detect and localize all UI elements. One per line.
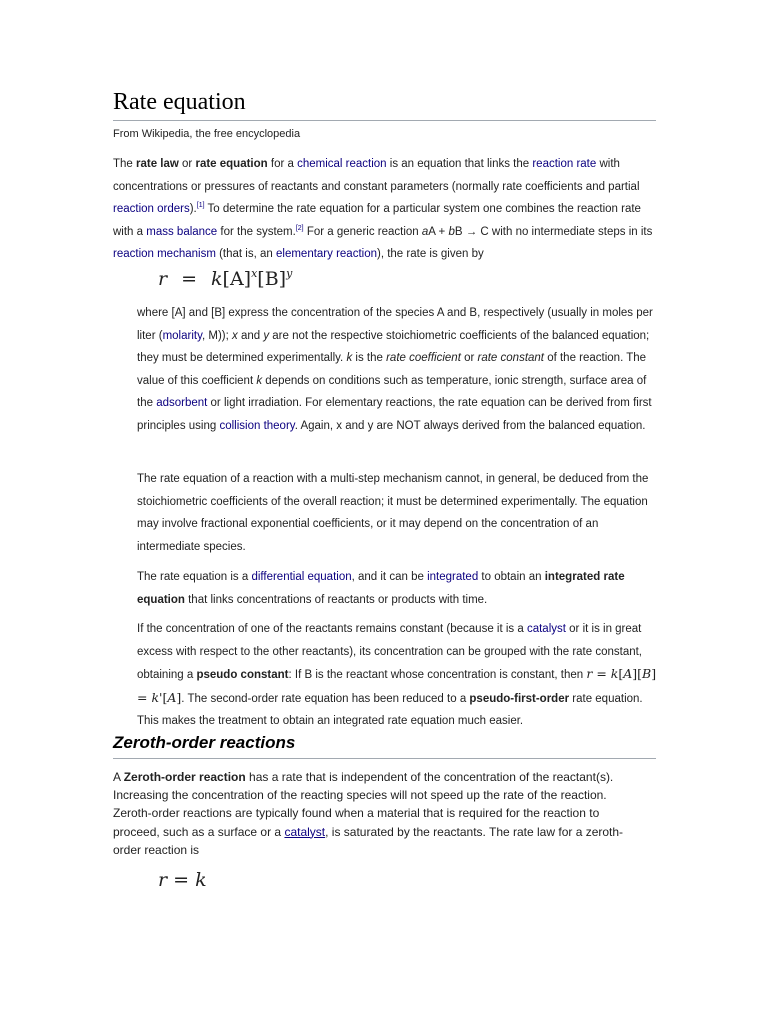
text: If the concentration of one of the reactants remains constant (because it is a — [137, 623, 527, 635]
text: . Again, x and y are NOT always derived from the balanced equation. — [294, 419, 646, 432]
text: of the reaction. The value of this coefficient — [137, 352, 647, 387]
link-reaction-mechanism[interactable]: reaction mechanism — [113, 248, 216, 261]
var-k: k — [346, 352, 353, 365]
text: for a — [267, 158, 298, 170]
math-bracket: [ — [618, 666, 624, 682]
text: B → C with no intermediate steps in its — [454, 225, 653, 238]
paragraph-pseudo-constant — [137, 618, 657, 733]
equals-sign: = — [167, 869, 196, 891]
text: . The second-order rate equation has been reduced to a — [181, 692, 470, 705]
conc-b: [B] — [257, 268, 287, 290]
math-eq: = — [592, 666, 611, 682]
equals-sign: = — [181, 268, 198, 290]
page-title: Rate equation — [113, 89, 656, 121]
conc-a: [A] — [222, 268, 252, 290]
math-k: k — [610, 666, 619, 682]
math-r: r — [586, 666, 593, 682]
text: The rate equation is a — [137, 571, 252, 583]
exponent-x-text: x — [251, 267, 258, 280]
coef-b: b — [448, 225, 455, 238]
paragraph-where — [137, 302, 657, 438]
text: For a generic reaction — [303, 225, 422, 238]
section-heading-zeroth-order: Zeroth-order reactions — [113, 733, 656, 759]
link-mass-balance[interactable]: mass balance — [146, 225, 218, 238]
bold-term-zeroth-order-reaction: Zeroth-order reaction — [123, 770, 246, 784]
text: or — [178, 158, 196, 170]
link-adsorbent[interactable]: adsorbent — [156, 397, 208, 410]
text: with concentrations or pressures of reactants and constant parameters (normally rate coefficients and partial — [113, 158, 640, 193]
text: rate equation. This makes the treatment to obtain an integrated rate equation much easier. — [137, 692, 643, 728]
math-prime: '[ — [159, 689, 168, 705]
term-rate-constant: rate constant — [477, 352, 544, 365]
text: has a rate that is independent of the concentration of the reactant(s). Increasing the concentration of the reacting species will not speed up the rate of the reaction. Zeroth-order reactions are typically found when a material that is required for the reaction to proceed, such as a surface or a — [113, 770, 614, 839]
symbol-k: k — [211, 268, 223, 290]
text: and — [237, 329, 264, 342]
text: are not the respective stoichiometric coefficients of the balanced equation; they must be determined experimentally. — [137, 329, 650, 365]
var-k: k — [256, 374, 263, 387]
bold-term-rate-law: rate law — [136, 158, 179, 170]
bold-term-integrated-rate-equation: integrated rate equation — [137, 571, 625, 606]
text: , and it can be — [351, 571, 428, 583]
link-reaction-rate[interactable]: reaction rate — [532, 158, 597, 170]
rate-equation-formula — [158, 268, 292, 290]
text: for the system. — [217, 225, 296, 238]
text: , is saturated by the reactants. The rate law for a zeroth-order reaction is — [113, 824, 624, 857]
bold-term-pseudo-first-order: pseudo-first-order — [469, 692, 570, 705]
citation-1[interactable]: [1] — [196, 202, 205, 210]
bold-term-pseudo-constant: pseudo constant — [196, 669, 289, 682]
text: is the — [352, 352, 387, 365]
coef-a: a — [421, 225, 429, 238]
symbol-r: r — [158, 869, 168, 891]
text: : If B is the reactant whose concentration is constant, then — [288, 669, 587, 682]
text: A + — [428, 225, 449, 238]
var-y: y — [263, 329, 270, 342]
text: , M)); — [201, 329, 232, 342]
citation-2[interactable]: [2] — [295, 224, 304, 232]
bold-term-rate-equation: rate equation — [195, 158, 268, 170]
math-a: A — [623, 666, 633, 682]
tagline: From Wikipedia, the free encyclopedia — [113, 128, 301, 140]
link-reaction-orders[interactable]: reaction orders — [113, 203, 190, 216]
link-integrated[interactable]: integrated — [427, 571, 479, 583]
link-chemical-reaction[interactable]: chemical reaction — [297, 158, 387, 170]
text: or it is in great excess with respect to the other reactants), its concentration can be grouped with the rate constant, obtaining a — [137, 623, 643, 682]
math-a: A — [167, 689, 177, 705]
math-bracket: ] — [176, 689, 182, 705]
link-collision-theory[interactable]: collision theory — [219, 419, 295, 432]
text: ). — [189, 203, 197, 216]
paragraph-differential — [137, 566, 657, 611]
paragraph-zeroth-order — [113, 768, 643, 859]
zeroth-order-formula — [158, 869, 207, 891]
math-eq: ] = — [137, 666, 657, 705]
math-bracket: ][ — [632, 666, 643, 682]
text: is an equation that links the — [386, 158, 533, 170]
text: depends on conditions such as temperature, ionic strength, surface area of the — [137, 374, 647, 410]
symbol-k: k — [195, 869, 207, 891]
text: to obtain an — [478, 571, 545, 583]
link-elementary-reaction[interactable]: elementary reaction — [276, 248, 377, 261]
text: To determine the rate equation for a particular system one combines the reaction rate with a — [113, 203, 641, 238]
var-x: x — [232, 329, 238, 342]
text: The — [113, 158, 137, 170]
text: or light irradiation. For elementary reactions, the rate equation can be derived from first principles using — [137, 397, 652, 432]
lead-paragraph — [113, 153, 658, 266]
math-k: k — [151, 689, 160, 705]
exponent-y-text: y — [286, 267, 293, 280]
exponent-y — [286, 267, 292, 280]
text: that links concentrations of reactants or products with time. — [184, 593, 488, 606]
link-differential-equation[interactable]: differential equation — [251, 571, 352, 583]
text: or — [460, 352, 478, 365]
paragraph-multistep: The rate equation of a reaction with a multi-step mechanism cannot, in general, be deduced from the stoichiometric coefficients of the overall reaction; it must be determined experimentally. The equation may involve fractional exponential coefficients, or it may depend on the concentration of an intermediate species. — [137, 473, 649, 553]
text: ), the rate is given by — [377, 248, 484, 261]
math-b: B — [642, 666, 652, 682]
link-catalyst-zeroth[interactable]: catalyst — [284, 824, 326, 839]
symbol-r: r — [158, 268, 168, 290]
term-rate-coefficient: rate coefficient — [386, 352, 461, 365]
text: A — [113, 770, 124, 784]
text: (that is, an — [215, 248, 276, 261]
link-catalyst[interactable]: catalyst — [526, 623, 566, 635]
text: where [A] and [B] express the concentration of the species A and B, respectively (usually in moles per liter ( — [137, 307, 653, 342]
link-molarity[interactable]: molarity — [162, 329, 202, 342]
